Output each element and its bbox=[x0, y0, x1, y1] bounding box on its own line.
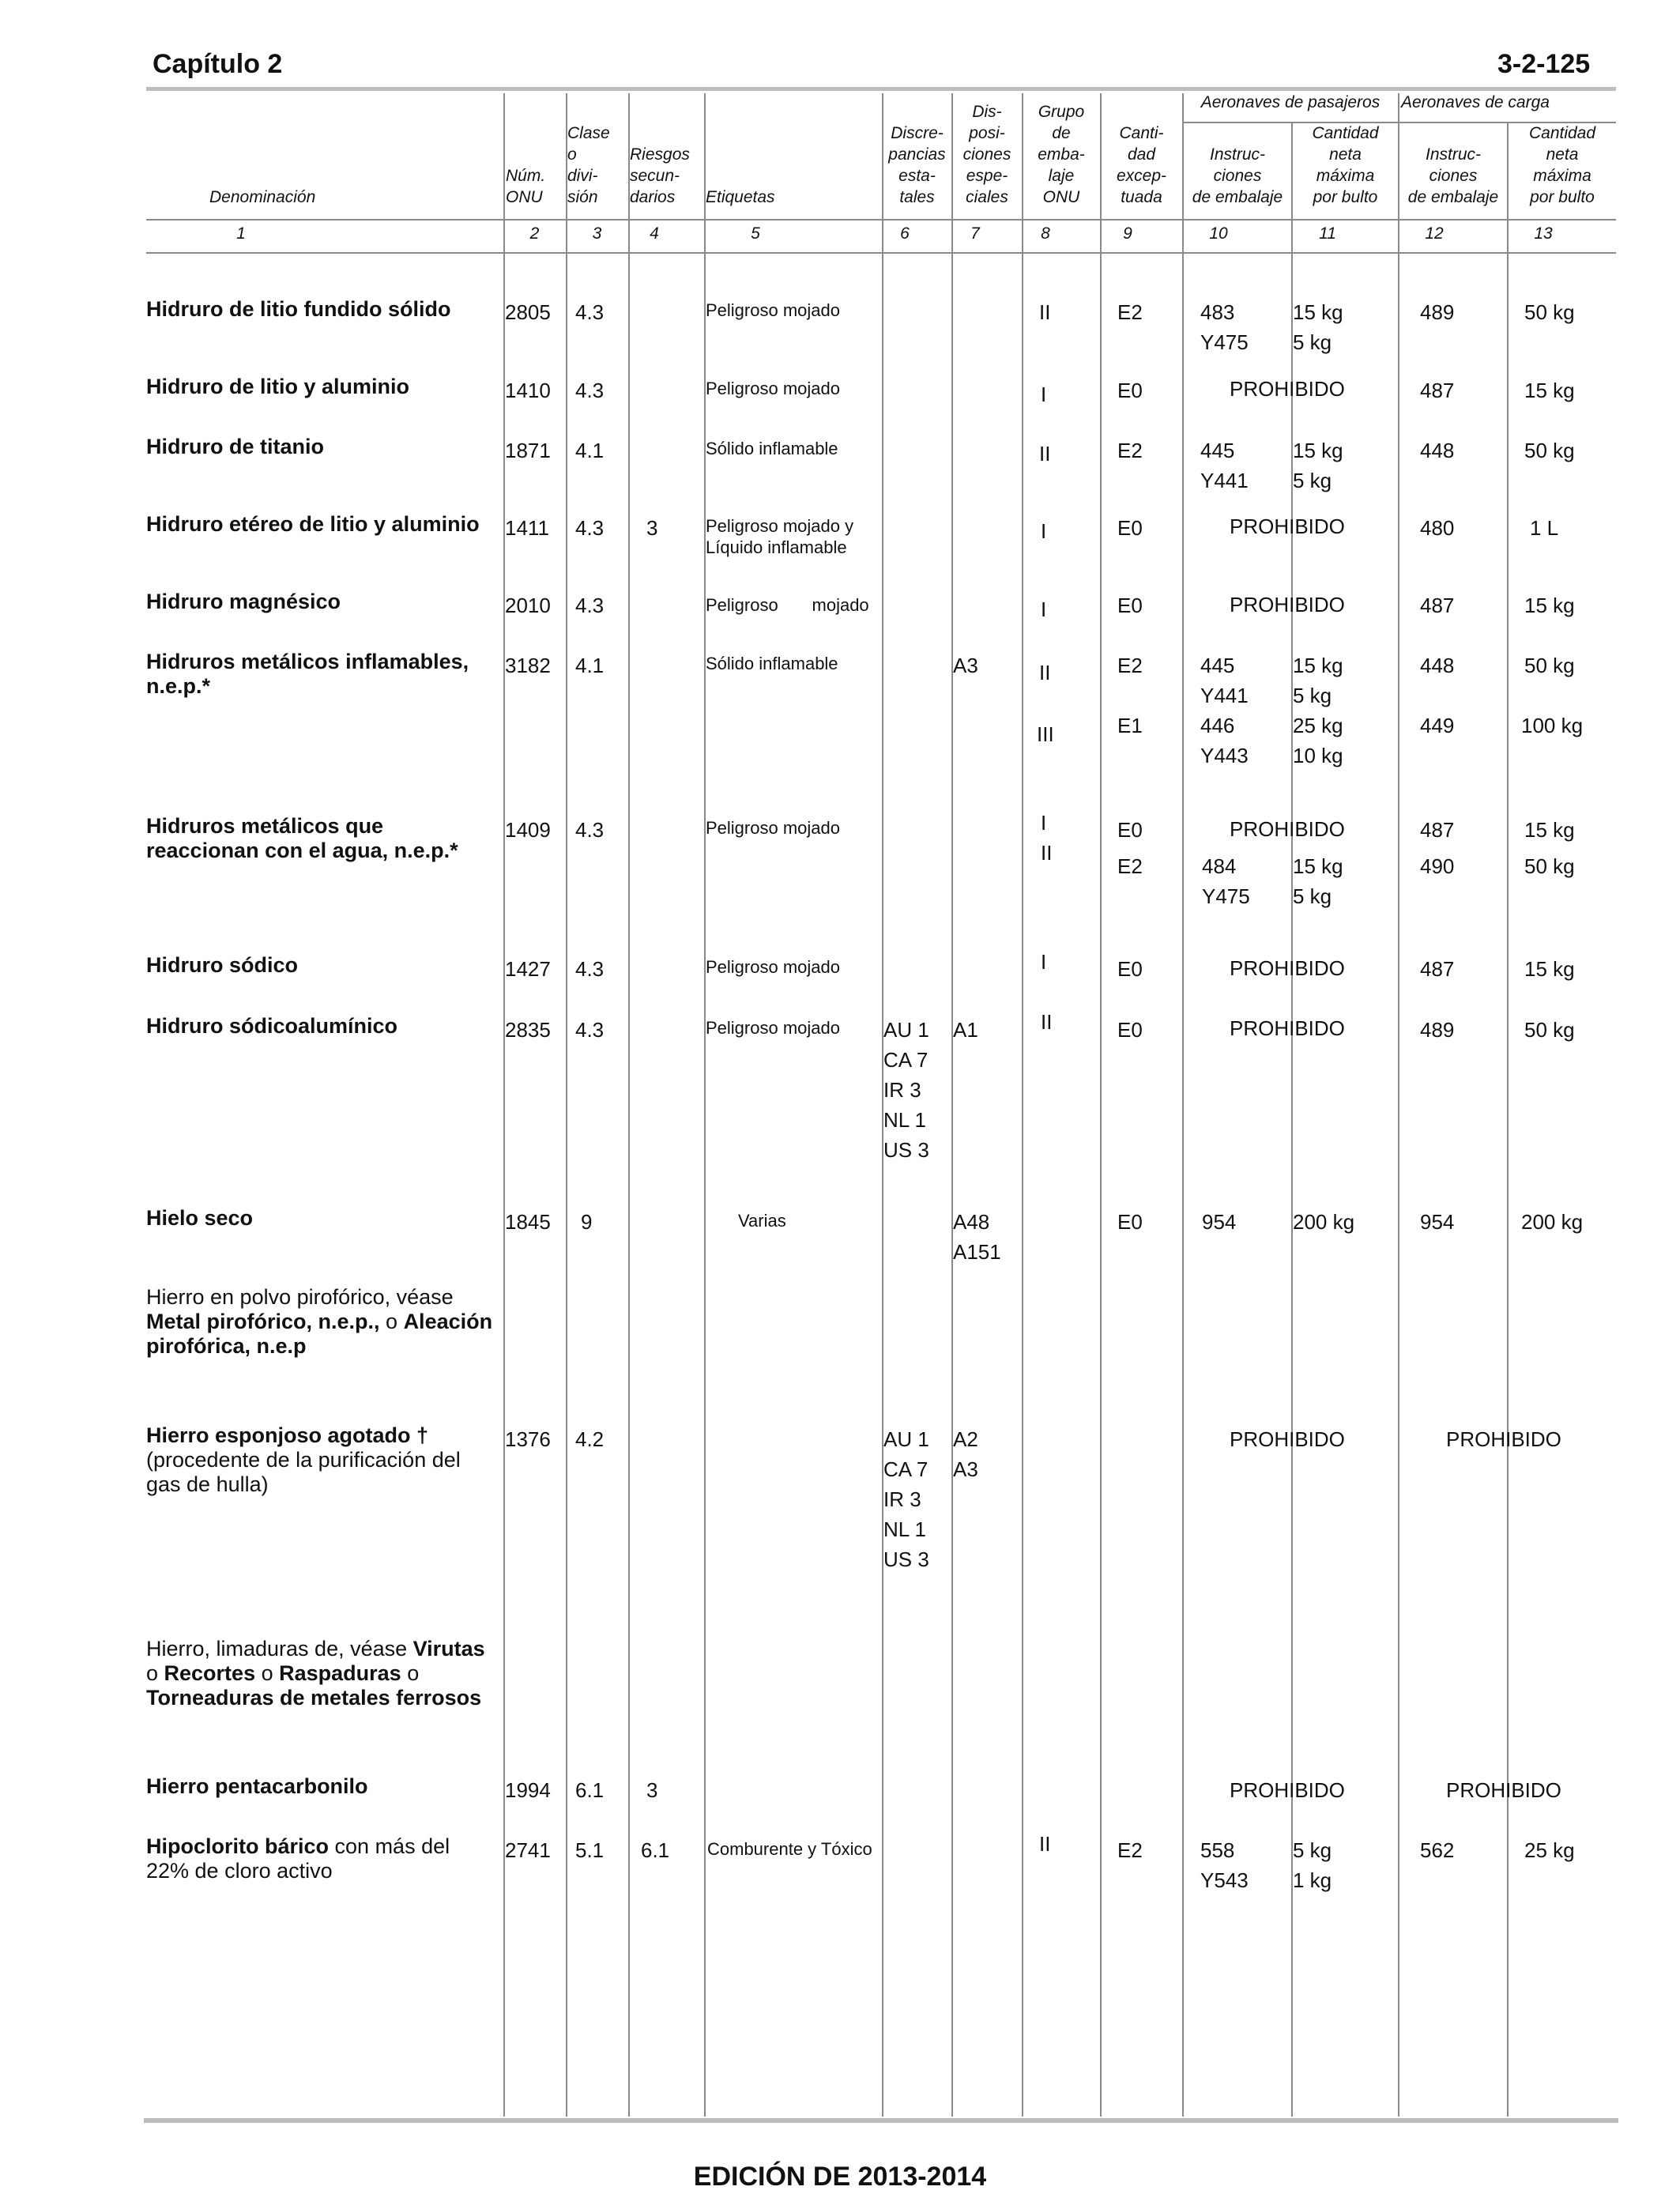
row-name: Hidruro de litio fundido sólido bbox=[146, 297, 451, 321]
cargo-max-quantity: 25 kg bbox=[1524, 1838, 1575, 1862]
pax-packing-instruction: 558 Y543 bbox=[1200, 1838, 1249, 1892]
class-division: 4.3 bbox=[575, 818, 605, 842]
pax-prohibido: PROHIBIDO bbox=[1230, 817, 1345, 841]
pax-max-quantity-2: 15 kg 5 kg bbox=[1293, 854, 1343, 908]
pax-prohibido: PROHIBIDO bbox=[1230, 593, 1345, 616]
excepted-quantity: E2 bbox=[1117, 300, 1143, 324]
row-name: Hidruro sódico bbox=[146, 953, 299, 977]
hazard-label: Peligroso mojado bbox=[706, 1018, 840, 1038]
class-division: 4.3 bbox=[575, 1018, 605, 1042]
packing-group: I bbox=[1041, 519, 1047, 543]
class-division: 9 bbox=[581, 1210, 593, 1234]
special-provisions: A3 bbox=[953, 654, 978, 677]
pax-prohibido: PROHIBIDO bbox=[1230, 956, 1345, 980]
secondary-risk: 3 bbox=[646, 516, 658, 540]
row-name: Hierro pentacarbonilo bbox=[146, 1774, 368, 1798]
packing-group: I bbox=[1041, 950, 1047, 974]
pax-packing-instruction-2: 484 Y475 bbox=[1202, 854, 1250, 908]
packing-group: I bbox=[1041, 383, 1047, 406]
packing-group: II bbox=[1039, 661, 1051, 684]
pax-max-quantity: 15 kg 5 kg bbox=[1293, 439, 1343, 492]
pax-max-quantity: 5 kg 1 kg bbox=[1293, 1838, 1332, 1892]
col-header-pax-instrucciones: Instruc- ciones de embalaje bbox=[1192, 145, 1283, 206]
excepted-quantity: E0 bbox=[1117, 1018, 1143, 1042]
pax-prohibido: PROHIBIDO bbox=[1230, 1427, 1345, 1451]
un-number: 3182 bbox=[505, 654, 551, 677]
excepted-quantity: E0 bbox=[1117, 379, 1143, 402]
un-number: 1411 bbox=[505, 516, 549, 540]
class-division: 4.3 bbox=[575, 300, 605, 324]
packing-group: II bbox=[1039, 300, 1051, 324]
col-header-riesgos: Riesgos secun- darios bbox=[630, 145, 690, 206]
special-provisions: A48 A151 bbox=[953, 1210, 1001, 1264]
excepted-quantity-2: E1 bbox=[1117, 714, 1143, 737]
col-header-cargo-instrucciones: Instruc- ciones de embalaje bbox=[1407, 145, 1499, 206]
cargo-packing-instruction: 487 bbox=[1420, 594, 1455, 617]
state-variations: AU 1 CA 7 IR 3 NL 1 US 3 bbox=[883, 1427, 929, 1571]
pax-prohibido: PROHIBIDO bbox=[1230, 1016, 1345, 1040]
class-division: 4.3 bbox=[575, 516, 605, 540]
hazard-label: Peligroso mojado bbox=[706, 957, 840, 977]
un-number: 1427 bbox=[505, 957, 551, 981]
cargo-packing-instruction-2: 449 bbox=[1420, 714, 1455, 737]
cargo-prohibido: PROHIBIDO bbox=[1446, 1778, 1561, 1802]
pax-max-quantity-2: 25 kg 10 kg bbox=[1293, 714, 1343, 767]
un-number: 2805 bbox=[505, 300, 551, 324]
group-cargo-aircraft: Aeronaves de carga bbox=[1401, 93, 1550, 111]
col-header-cantidad-exceptuada: Canti- dad excep- tuada bbox=[1116, 124, 1167, 206]
excepted-quantity: E0 bbox=[1117, 957, 1143, 981]
pax-packing-instruction-2: 446 Y443 bbox=[1200, 714, 1249, 767]
packing-group: I bbox=[1041, 598, 1047, 621]
cargo-packing-instruction: 489 bbox=[1420, 300, 1455, 324]
row-name: Hipoclorito bárico con más del 22% de cloro activo bbox=[146, 1834, 450, 1883]
cargo-max-quantity: 15 kg bbox=[1524, 379, 1575, 402]
cargo-packing-instruction: 489 bbox=[1420, 1018, 1455, 1042]
cross-reference: Hierro, limaduras de, véase Virutas o Recortes o Raspaduras o Torneaduras de metales ferrosos bbox=[146, 1637, 485, 1710]
class-division: 4.3 bbox=[575, 594, 605, 617]
state-variations: AU 1 CA 7 IR 3 NL 1 US 3 bbox=[883, 1018, 929, 1162]
cargo-max-quantity: 50 kg bbox=[1524, 300, 1575, 324]
cargo-max-quantity-2: 100 kg bbox=[1521, 714, 1584, 737]
col-header-etiquetas: Etiquetas bbox=[706, 188, 775, 206]
excepted-quantity: E0 bbox=[1117, 818, 1143, 842]
cargo-packing-instruction: 448 bbox=[1420, 654, 1455, 677]
hazard-label: Peligroso mojado y Líquido inflamable bbox=[706, 516, 854, 557]
cargo-packing-instruction: 562 bbox=[1420, 1838, 1455, 1862]
excepted-quantity: E2 bbox=[1117, 1838, 1143, 1862]
row-name: Hierro esponjoso agotado † (procedente de la purificación del gas de hulla) bbox=[146, 1423, 461, 1496]
pax-max-quantity: 15 kg 5 kg bbox=[1293, 654, 1343, 707]
pax-packing-instruction: 445 Y441 bbox=[1200, 654, 1249, 707]
row-name: Hidruro etéreo de litio y aluminio bbox=[146, 512, 480, 536]
pax-max-quantity: 15 kg 5 kg bbox=[1293, 300, 1343, 354]
secondary-risk: 6.1 bbox=[641, 1838, 670, 1862]
cargo-max-quantity: 15 kg bbox=[1524, 594, 1575, 617]
row-name: Hielo seco bbox=[146, 1206, 254, 1230]
pax-packing-instruction: 445 Y441 bbox=[1200, 439, 1249, 492]
cargo-packing-instruction: 954 bbox=[1420, 1210, 1455, 1234]
un-number: 1376 bbox=[505, 1427, 551, 1451]
packing-group: II bbox=[1039, 1832, 1051, 1856]
un-number: 1994 bbox=[505, 1778, 551, 1802]
hazard-label: Peligroso mojado bbox=[706, 595, 869, 615]
excepted-quantity: E0 bbox=[1117, 516, 1143, 540]
cargo-max-quantity: 50 kg bbox=[1524, 654, 1575, 677]
hazard-label: Varias bbox=[738, 1211, 786, 1231]
col-header-grupo-embalaje: Grupo de emba- laje ONU bbox=[1038, 103, 1085, 206]
packing-group: I II bbox=[1041, 811, 1053, 865]
chapter-title: Capítulo 2 bbox=[153, 49, 283, 79]
col-header-pax-cantidad: Cantidad neta máxima por bulto bbox=[1312, 124, 1379, 206]
class-division: 6.1 bbox=[575, 1778, 605, 1802]
col-header-clase: Clase o divi- sión bbox=[567, 124, 610, 206]
group-passenger-aircraft: Aeronaves de pasajeros bbox=[1200, 93, 1381, 111]
excepted-quantity: E0 bbox=[1117, 1210, 1143, 1234]
cargo-max-quantity: 1 L bbox=[1530, 516, 1559, 540]
class-division: 4.2 bbox=[575, 1427, 605, 1451]
packing-group: II bbox=[1041, 1010, 1053, 1034]
cargo-packing-instruction: 487 bbox=[1420, 379, 1455, 402]
hazard-label: Peligroso mojado bbox=[706, 379, 840, 398]
un-number: 1409 bbox=[505, 818, 551, 842]
hazard-label: Peligroso mojado bbox=[706, 300, 840, 320]
excepted-quantity: E0 bbox=[1117, 594, 1143, 617]
page-number: 3-2-125 bbox=[1497, 49, 1591, 79]
pax-packing-instruction: 954 bbox=[1202, 1210, 1237, 1234]
pax-prohibido: PROHIBIDO bbox=[1230, 515, 1345, 538]
pax-prohibido: PROHIBIDO bbox=[1230, 1778, 1345, 1802]
packing-group: II bbox=[1039, 442, 1051, 466]
class-division: 4.1 bbox=[575, 439, 605, 462]
row-name: Hidruro de titanio bbox=[146, 435, 324, 458]
hazard-label: Sólido inflamable bbox=[706, 439, 838, 458]
col-header-disposiciones: Dis- posi- ciones espe- ciales bbox=[962, 103, 1011, 206]
excepted-quantity: E2 bbox=[1117, 654, 1143, 677]
row-name: Hidruro sódicoalumínico bbox=[146, 1014, 398, 1038]
un-number: 2835 bbox=[505, 1018, 551, 1042]
cargo-max-quantity: 15 kg bbox=[1524, 957, 1575, 981]
cross-reference: Hierro en polvo pirofórico, véase Metal pirofórico, n.e.p., o Aleación pirofórica, n.e.p bbox=[146, 1285, 493, 1358]
un-number: 1871 bbox=[505, 439, 551, 462]
pax-max-quantity: 200 kg bbox=[1293, 1210, 1355, 1234]
cargo-max-quantity: 50 kg bbox=[1524, 1018, 1575, 1042]
hazard-label: Comburente y Tóxico bbox=[707, 1839, 872, 1859]
excepted-quantity: E2 bbox=[1117, 439, 1143, 462]
footer-rule bbox=[144, 2118, 1618, 2123]
class-division: 4.3 bbox=[575, 957, 605, 981]
special-provisions: A2 A3 bbox=[953, 1427, 978, 1481]
packing-group-2: III bbox=[1037, 722, 1054, 746]
class-division: 5.1 bbox=[575, 1838, 605, 1862]
row-name: Hidruro magnésico bbox=[146, 590, 341, 613]
col-header-denominacion: Denominación bbox=[209, 188, 316, 206]
cargo-max-quantity: 15 kg bbox=[1524, 818, 1575, 842]
un-number: 2010 bbox=[505, 594, 551, 617]
cargo-packing-instruction: 448 bbox=[1420, 439, 1455, 462]
un-number: 1845 bbox=[505, 1210, 551, 1234]
row-name: Hidruros metálicos que reaccionan con el agua, n.e.p.* bbox=[146, 814, 458, 862]
cargo-prohibido: PROHIBIDO bbox=[1446, 1427, 1561, 1451]
cargo-max-quantity: 50 kg bbox=[1524, 439, 1575, 462]
un-number: 1410 bbox=[505, 379, 551, 402]
un-number: 2741 bbox=[505, 1838, 551, 1862]
cargo-packing-instruction: 480 bbox=[1420, 516, 1455, 540]
cargo-packing-instruction: 487 bbox=[1420, 818, 1455, 842]
cargo-max-quantity: 200 kg bbox=[1521, 1210, 1584, 1234]
col-header-cargo-cantidad: Cantidad neta máxima por bulto bbox=[1528, 124, 1596, 206]
row-name: Hidruros metálicos inflamables, n.e.p.* bbox=[146, 650, 469, 698]
secondary-risk: 3 bbox=[646, 1778, 658, 1802]
edition-footer: EDICIÓN DE 2013-2014 bbox=[693, 2162, 987, 2192]
cargo-packing-instruction: 487 bbox=[1420, 957, 1455, 981]
hazard-label: Sólido inflamable bbox=[706, 654, 838, 673]
cargo-max-quantity-2: 50 kg bbox=[1524, 854, 1575, 878]
row-name: Hidruro de litio y aluminio bbox=[146, 375, 410, 398]
pax-packing-instruction: 483 Y475 bbox=[1200, 300, 1249, 354]
cargo-packing-instruction-2: 490 bbox=[1420, 854, 1455, 878]
header-rule bbox=[146, 87, 1616, 91]
col-header-discrepancias: Discre- pancias esta- tales bbox=[888, 124, 946, 206]
class-division: 4.3 bbox=[575, 379, 605, 402]
excepted-quantity-2: E2 bbox=[1117, 854, 1143, 878]
hazard-label: Peligroso mojado bbox=[706, 818, 840, 838]
pax-prohibido: PROHIBIDO bbox=[1230, 377, 1345, 401]
special-provisions: A1 bbox=[953, 1018, 978, 1042]
class-division: 4.1 bbox=[575, 654, 605, 677]
col-header-num-onu: Núm. ONU bbox=[506, 167, 546, 206]
